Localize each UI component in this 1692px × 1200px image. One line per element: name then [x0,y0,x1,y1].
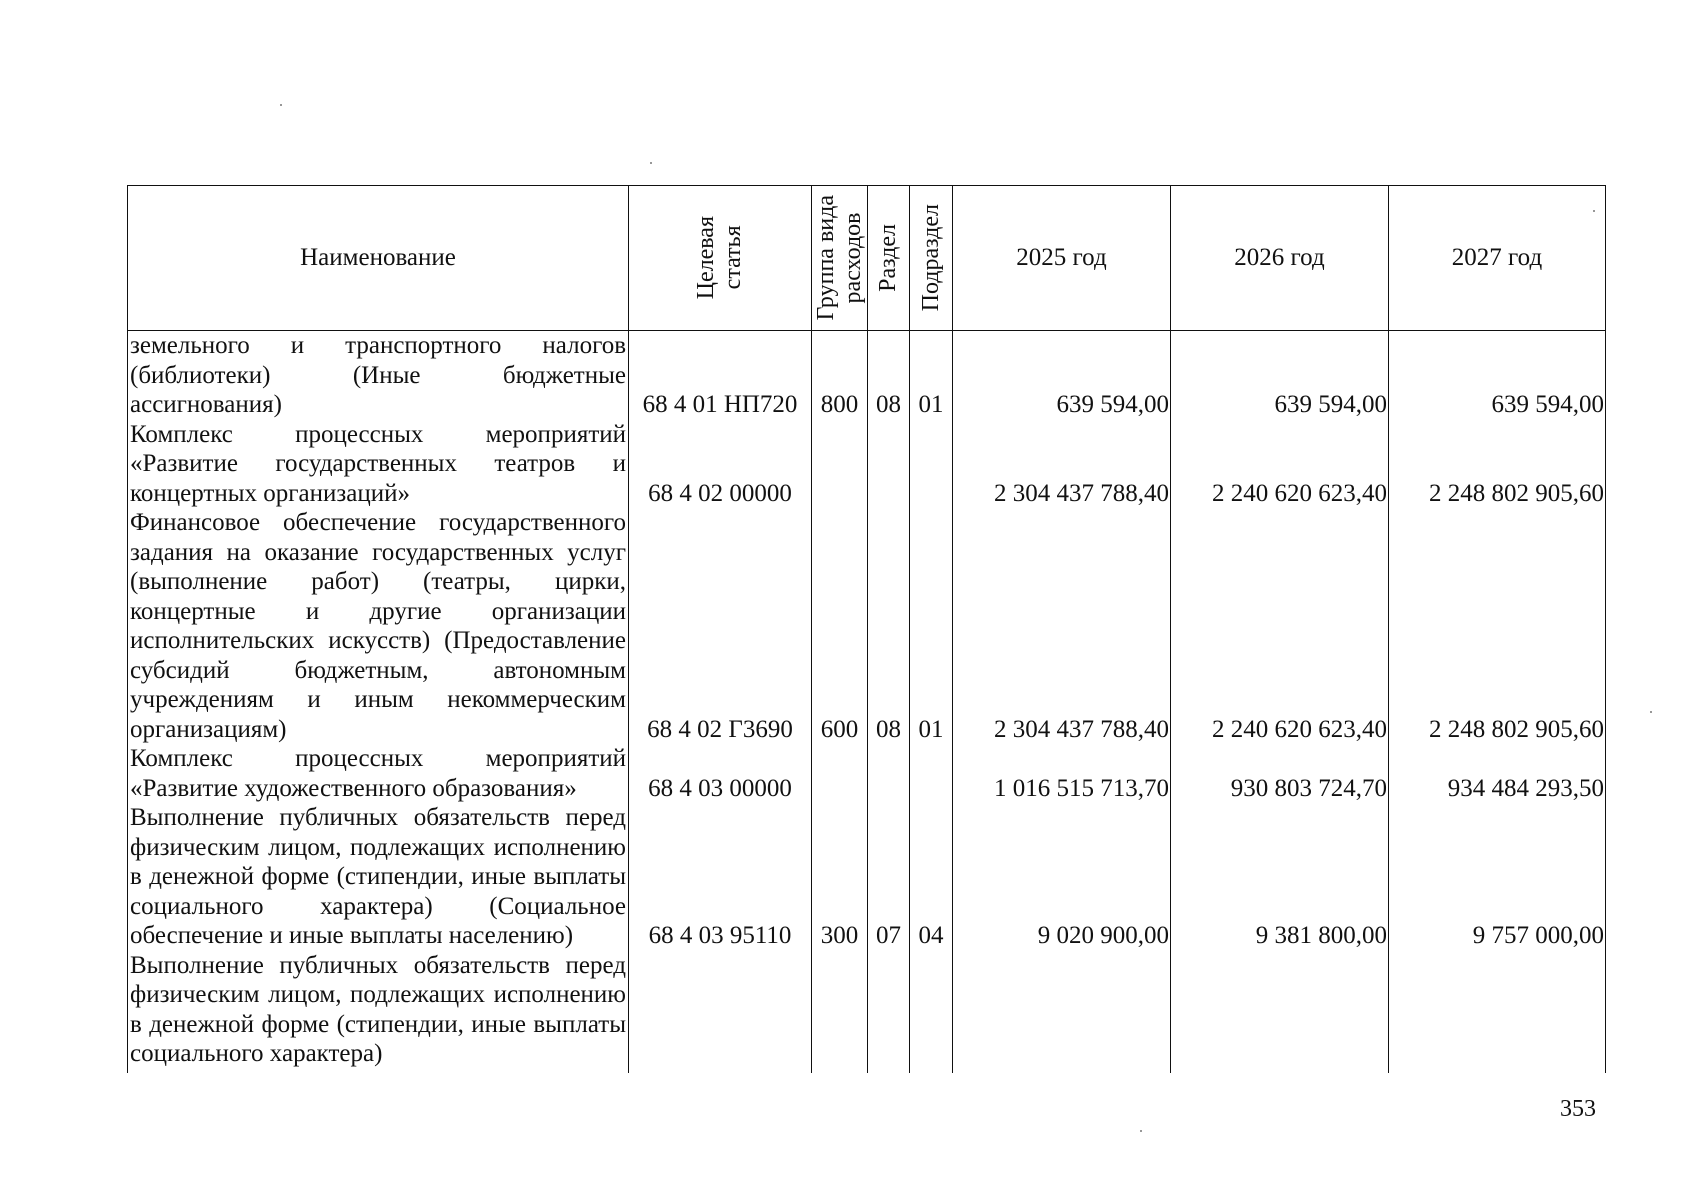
cell-section: 07 [868,803,910,951]
cell-year-2026: 2 240 620 623,40 [1171,420,1389,509]
header-year-2027: 2027 год [1389,186,1606,331]
cell-target-article: 68 4 03 00000 [629,744,812,803]
table-row [128,508,1606,744]
header-section: Раздел [868,186,910,331]
cell-section [868,951,910,1073]
cell-year-2027: 9 757 000,00 [1389,803,1606,951]
cell-year-2027: 934 484 293,50 [1389,744,1606,803]
cell-name: Выполнение публичных обязательств перед физическим лицом, подлежащих исполнению в денежной форме (стипендии, иные выплаты социального характера) [128,951,629,1073]
cell-year-2027 [1389,951,1606,1073]
cell-year-2027: 2 248 802 905,60 [1389,420,1606,509]
cell-section: 08 [868,331,910,420]
cell-year-2025 [953,951,1171,1073]
cell-subsection: 01 [910,508,953,744]
scan-speck [280,104,282,106]
cell-target-article: 68 4 02 Г3690 [629,508,812,744]
cell-year-2025: 639 594,00 [953,331,1171,420]
scan-speck [1650,711,1652,713]
cell-name: земельного и транспортного налогов (библиотеки) (Иные бюджетные ассигнования) [128,331,629,420]
cell-year-2025: 2 304 437 788,40 [953,420,1171,509]
table-row [128,420,1606,509]
cell-name: Комплекс процессных мероприятий «Развитие государственных театров и концертных организаций» [128,420,629,509]
header-year-2025: 2025 год [953,186,1171,331]
cell-year-2026: 639 594,00 [1171,331,1389,420]
cell-section [868,744,910,803]
header-expense-group: Группа вида расходов [812,186,868,331]
cell-target-article: 68 4 02 00000 [629,420,812,509]
cell-expense-group: 800 [812,331,868,420]
scan-speck [1140,1130,1142,1132]
table-row [128,951,1606,1073]
cell-target-article: 68 4 03 95110 [629,803,812,951]
header-subsection: Подраздел [910,186,953,331]
scan-speck [650,162,652,164]
table-row [128,331,1606,420]
cell-name: Финансовое обеспечение государственного задания на оказание государственных услуг (выполнение работ) (театры, цирки, концертные и другие организации исполнительских искусств) (Предоставление субсидий бюджетным, автономным учреждениям и иным некоммерческим организациям) [128,508,629,744]
cell-year-2026: 9 381 800,00 [1171,803,1389,951]
cell-subsection [910,951,953,1073]
header-name: Наименование [128,186,629,331]
budget-table [127,185,1606,1073]
scan-speck [1593,210,1595,212]
cell-section: 08 [868,508,910,744]
cell-name: Комплекс процессных мероприятий «Развитие художественного образования» [128,744,629,803]
cell-year-2027: 2 248 802 905,60 [1389,508,1606,744]
cell-subsection [910,420,953,509]
cell-year-2026: 930 803 724,70 [1171,744,1389,803]
cell-subsection: 04 [910,803,953,951]
cell-subsection [910,744,953,803]
cell-year-2027: 639 594,00 [1389,331,1606,420]
cell-subsection: 01 [910,331,953,420]
cell-name: Выполнение публичных обязательств перед физическим лицом, подлежащих исполнению в денежной форме (стипендии, иные выплаты социального характера) (Социальное обеспечение и иные выплаты населению) [128,803,629,951]
cell-expense-group [812,420,868,509]
cell-year-2026: 2 240 620 623,40 [1171,508,1389,744]
cell-target-article [629,951,812,1073]
page-number: 353 [1560,1096,1596,1122]
cell-expense-group [812,744,868,803]
cell-year-2025: 1 016 515 713,70 [953,744,1171,803]
table-row [128,744,1606,803]
cell-expense-group: 600 [812,508,868,744]
cell-expense-group [812,951,868,1073]
header-target-article: Целевая статья [629,186,812,331]
header-year-2026: 2026 год [1171,186,1389,331]
cell-year-2026 [1171,951,1389,1073]
cell-target-article: 68 4 01 НП720 [629,331,812,420]
cell-section [868,420,910,509]
table-row [128,803,1606,951]
cell-year-2025: 9 020 900,00 [953,803,1171,951]
table-header-row [128,186,1606,331]
cell-year-2025: 2 304 437 788,40 [953,508,1171,744]
cell-expense-group: 300 [812,803,868,951]
